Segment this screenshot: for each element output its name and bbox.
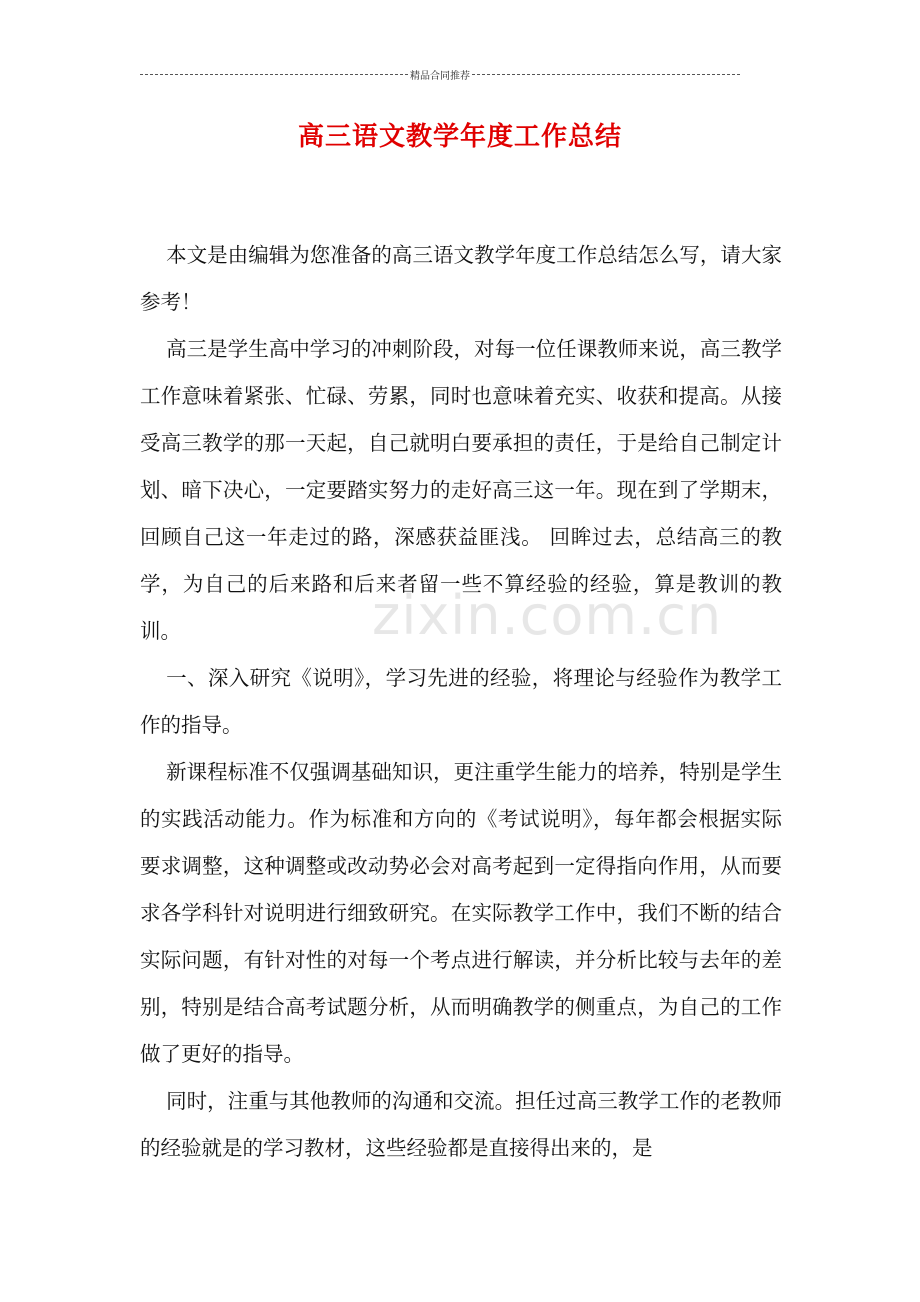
header-divider-right [472,74,740,75]
header-divider-left [140,74,408,75]
paragraph-intro: 本文是由编辑为您准备的高三语文教学年度工作总结怎么写，请大家参考！ [140,243,782,314]
document-title: 高三语文教学年度工作总结 [297,122,622,152]
paragraph-overview: 高三是学生高中学习的冲刺阶段，对每一位任课教师来说，高三教学工作意味着紧张、忙碌、劳累，同时也意味着充实、收获和提高。从接受高三教学的那一天起，自己就明白要承担的责任，于是给自己制定计划、暗下决心，一定要踏实努力的走好高三这一年。现在到了学期末，回顾自己这一年走过的路，深感获益匪浅。 回眸过去，总结高三的教学，为自己的后来路和后来者留一些不算经验的经验，算是教训的教训。 [140,337,782,643]
header-label: 精品合同推荐 [410,70,470,82]
section-heading-1: 一、深入研究《说明》，学习先进的经验，将理论与经验作为教学工作的指导。 [140,666,782,737]
page-header [140,66,740,82]
watermark-text: zixin.com.cn [372,584,723,647]
paragraph-curriculum: 新课程标准不仅强调基础知识，更注重学生能力的培养，特别是学生的实践活动能力。作为标准和方向的《考试说明》，每年都会根据实际要求调整，这种调整或改动势必会对高考起到一定得指向作用，从而要求各学科针对说明进行细致研究。在实际教学工作中，我们不断的结合实际问题，有针对性的对每一个考点进行解读，并分析比较与去年的差别，特别是结合高考试题分析，从而明确教学的侧重点，为自己的工作做了更好的指导。 [140,760,782,1066]
document-body [140,232,782,1172]
paragraph-communication: 同时，注重与其他教师的沟通和交流。担任过高三教学工作的老教师的经验就是的学习教材，这些经验都是直接得出来的，是 [140,1089,782,1160]
